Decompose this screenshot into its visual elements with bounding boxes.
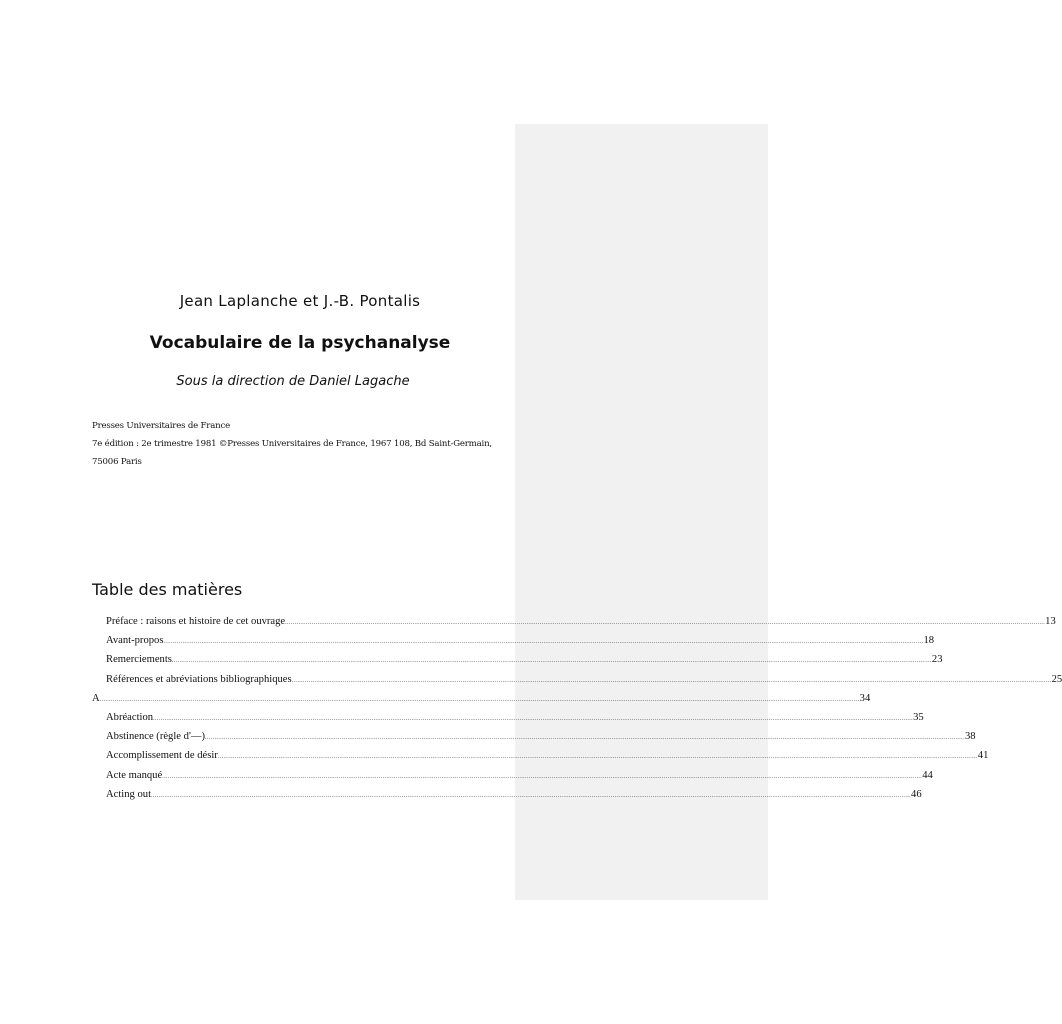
toc-entry-title: A — [92, 692, 100, 704]
toc-dot-leader: ................................................................................................................................................................................................................................................................................................................................................................................................................ — [217, 754, 978, 761]
toc-entry-title: Acte manqué — [106, 769, 163, 781]
toc-entry-title: Abréaction — [106, 711, 154, 723]
toc-entry[interactable] — [92, 727, 976, 746]
toc-entry[interactable] — [92, 746, 989, 765]
toc-dot-leader: ................................................................................................................................................................................................................................................................................................................................................................................................................ — [171, 658, 932, 665]
document-subtitle: Sous la direction de Daniel Lagache — [176, 374, 410, 389]
table-of-contents — [92, 612, 1062, 804]
publisher-address: 75006 Paris — [92, 457, 142, 467]
toc-entry-page: 41 — [977, 750, 989, 762]
toc-entry[interactable] — [92, 612, 1056, 631]
toc-entry-title: Préface : raisons et histoire de cet ouvrage — [106, 616, 286, 627]
toc-entry[interactable] — [92, 766, 933, 785]
toc-entry[interactable] — [92, 689, 871, 708]
toc-entry[interactable] — [92, 708, 924, 727]
toc-entry-page: 18 — [923, 635, 935, 647]
toc-entry-title: Acting out — [106, 788, 152, 800]
toc-entry-page: 25 — [1051, 673, 1062, 685]
toc-entry-page: 38 — [964, 731, 976, 743]
publisher-name: Presses Universitaires de France — [92, 421, 230, 431]
toc-entry-title: Avant-propos — [106, 635, 164, 647]
toc-entry-title: Remerciements — [106, 654, 172, 666]
edition-info: 7e édition : 2e trimestre 1981 ©Presses Universitaires de France, 1967 108, Bd Saint-Germain, — [92, 439, 492, 449]
toc-entry-page: 34 — [859, 692, 871, 704]
publisher-info — [92, 417, 512, 471]
toc-dot-leader: ................................................................................................................................................................................................................................................................................................................................................................................................................ — [291, 677, 1052, 684]
toc-dot-leader: ................................................................................................................................................................................................................................................................................................................................................................................................................ — [163, 639, 924, 646]
document-title: Vocabulaire de la psychanalyse — [149, 333, 451, 353]
toc-entry-page: 13 — [1045, 616, 1056, 627]
toc-entry[interactable] — [92, 631, 935, 650]
toc-entry[interactable] — [92, 785, 922, 804]
toc-dot-leader: ................................................................................................................................................................................................................................................................................................................................................................................................................ — [162, 773, 923, 780]
toc-entry-page: 23 — [931, 654, 943, 666]
toc-dot-leader: ................................................................................................................................................................................................................................................................................................................................................................................................................ — [151, 792, 912, 799]
toc-heading: Table des matières — [92, 580, 243, 599]
toc-dot-leader: ................................................................................................................................................................................................................................................................................................................................................................................................................ — [204, 735, 965, 742]
toc-entry-page: 35 — [913, 711, 924, 723]
toc-dot-leader: ................................................................................................................................................................................................................................................................................................................................................................................................................ — [99, 696, 860, 703]
toc-entry-page: 44 — [922, 769, 933, 781]
toc-dot-leader: ................................................................................................................................................................................................................................................................................................................................................................................................................ — [153, 715, 914, 722]
toc-entry-title: Accomplissement de désir — [106, 750, 218, 762]
toc-entry[interactable] — [92, 670, 1062, 689]
toc-entry-title: Références et abréviations bibliographiques — [106, 673, 292, 685]
document-author: Jean Laplanche et J.-B. Pontalis — [179, 292, 421, 310]
toc-entry[interactable] — [92, 650, 943, 669]
toc-entry-title: Abstinence (règle d'—) — [106, 731, 205, 743]
toc-entry-page: 46 — [911, 788, 922, 800]
toc-dot-leader: ................................................................................................................................................................................................................................................................................................................................................................................................................ — [285, 620, 1046, 626]
